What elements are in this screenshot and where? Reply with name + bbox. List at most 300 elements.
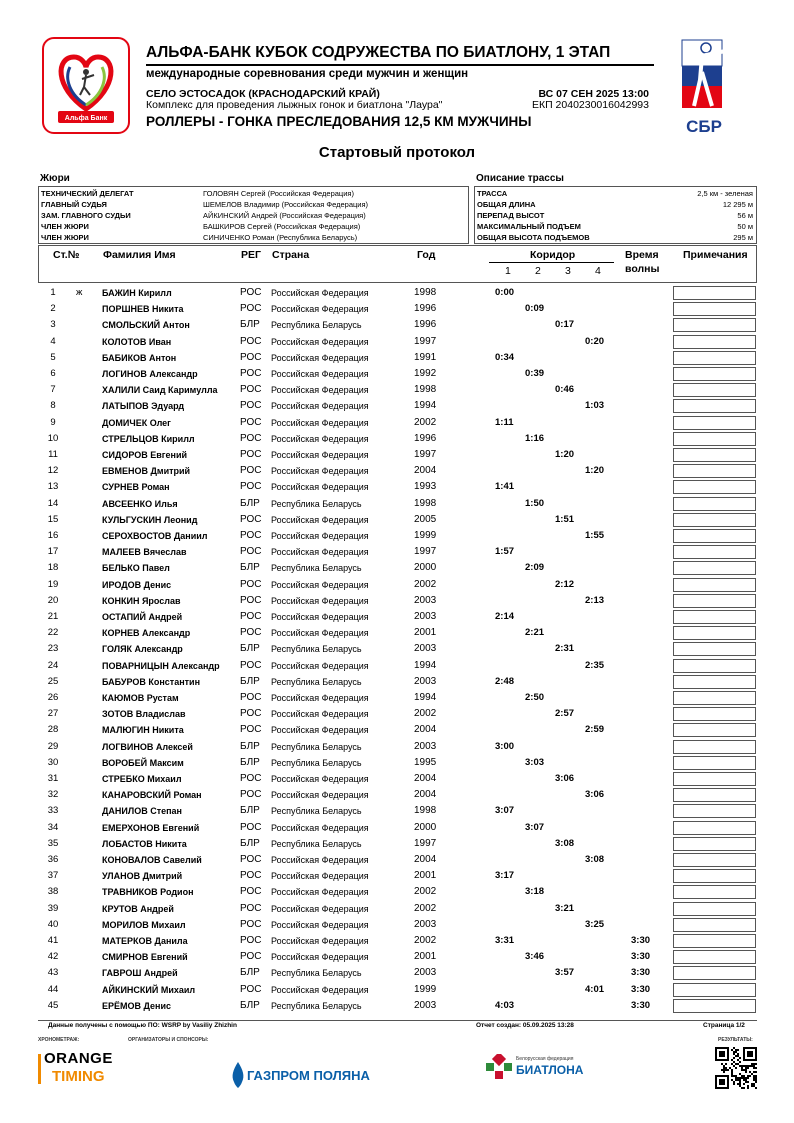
start-time: 0:20 — [585, 335, 605, 347]
start-time: 1:57 — [495, 546, 515, 558]
start-number: 38 — [47, 886, 59, 898]
table-row — [38, 739, 757, 755]
table-row — [38, 820, 757, 836]
country: Российская Федерация — [271, 612, 369, 622]
birth-year: 1994 — [414, 659, 437, 671]
notes-cell — [673, 480, 756, 494]
region-code: РОС — [240, 627, 262, 639]
country: Российская Федерация — [271, 595, 369, 606]
notes-cell — [673, 464, 756, 478]
jury-role: ЧЛЕН ЖЮРИ — [41, 233, 89, 242]
gazprom-text: ГАЗПРОМ ПОЛЯНА — [247, 1068, 370, 1083]
footer-page: Страница 1/2 — [703, 1022, 745, 1029]
country: Российская Федерация — [271, 385, 369, 396]
country: Республика Беларусь — [271, 563, 362, 574]
table-row — [38, 641, 757, 657]
start-number: 27 — [47, 708, 59, 720]
athlete-name: БАБИКОВ Антон — [102, 352, 177, 363]
start-number: 34 — [47, 821, 59, 833]
region-code: БЛР — [240, 643, 260, 655]
jury-value: СИНИЧЕНКО Роман (Республика Беларусь) — [203, 233, 358, 242]
jury-value: ГОЛОВЯН Сергей (Российская Федерация) — [203, 189, 354, 198]
start-number: 11 — [48, 449, 58, 460]
col-wave-time-2: волны — [625, 263, 660, 275]
notes-cell — [673, 626, 756, 640]
region-code: РОС — [240, 400, 262, 412]
event-date: ВС 07 СЕН 2025 13:00 — [538, 88, 649, 100]
birth-year: 1995 — [414, 756, 437, 768]
athlete-name: СУРНЕВ Роман — [102, 482, 170, 493]
country: Российская Федерация — [271, 919, 369, 930]
notes-cell — [673, 740, 756, 754]
country: Республика Беларусь — [271, 498, 362, 509]
start-number: 36 — [47, 854, 59, 865]
start-number: 1 — [50, 287, 56, 298]
table-row — [38, 949, 757, 965]
table-row — [38, 301, 757, 317]
orange-logo-line1: ORANGE — [44, 1050, 113, 1067]
country: Российская Федерация — [271, 790, 369, 801]
start-number: 12 — [47, 465, 59, 477]
table-row — [38, 965, 757, 981]
jury-role: ЗАМ. ГЛАВНОГО СУДЬИ — [41, 211, 131, 220]
start-number: 15 — [47, 513, 59, 525]
table-row — [38, 755, 757, 771]
start-time: 3:06 — [585, 789, 605, 801]
start-number: 22 — [47, 627, 59, 639]
country: Республика Беларусь — [271, 968, 362, 979]
jury-value: ШЕМЕЛОВ Владимир (Российская Федерация) — [203, 200, 369, 209]
venue: СЕЛО ЭСТОСАДОК (КРАСНОДАРСКИЙ КРАЙ) — [146, 88, 380, 100]
country: Российская Федерация — [271, 709, 369, 720]
notes-cell — [673, 902, 756, 916]
region-code: РОС — [240, 708, 262, 720]
start-number: 17 — [47, 546, 59, 558]
region-code: РОС — [240, 384, 262, 396]
table-row — [38, 577, 757, 593]
table-row — [38, 884, 757, 900]
table-row — [38, 285, 757, 301]
region-code: БЛР — [240, 319, 260, 331]
sbr-logo-text: СБР — [686, 117, 722, 136]
country: Российская Федерация — [271, 952, 369, 963]
athlete-name: КАЮМОВ Рустам — [102, 693, 179, 703]
country: Российская Федерация — [271, 466, 369, 477]
table-row — [38, 998, 757, 1014]
start-number: 23 — [47, 643, 59, 655]
notes-cell — [673, 497, 756, 511]
start-time: 3:57 — [555, 967, 575, 979]
start-time: 2:35 — [585, 659, 605, 671]
table-row — [38, 382, 757, 398]
col-notes: Примечания — [683, 249, 748, 261]
sbr-logo — [672, 36, 740, 140]
start-time: 2:12 — [555, 578, 575, 590]
country: Российская Федерация — [271, 903, 369, 914]
start-number: 43 — [47, 967, 59, 979]
start-time: 3:21 — [555, 902, 575, 914]
country: Российская Федерация — [271, 579, 369, 590]
athlete-name: ЛОГИНОВ Александр — [102, 369, 198, 379]
country: Российская Федерация — [271, 984, 369, 995]
start-time: 2:59 — [585, 724, 605, 736]
notes-cell — [673, 335, 756, 349]
country: Республика Беларусь — [271, 320, 362, 331]
birth-year: 1997 — [414, 837, 437, 849]
start-time: 0:46 — [555, 384, 575, 396]
course-row — [475, 210, 756, 221]
start-number: 42 — [47, 951, 59, 963]
athlete-name: АВСЕЕНКО Илья — [102, 498, 178, 509]
notes-cell — [673, 707, 756, 721]
start-number: 19 — [47, 578, 59, 590]
start-number: 32 — [47, 789, 59, 801]
start-time: 2:09 — [525, 562, 545, 574]
athlete-name: ЛОБАСТОВ Никита — [102, 838, 187, 849]
notes-cell — [673, 561, 756, 575]
country: Российская Федерация — [271, 660, 369, 671]
notes-cell — [673, 367, 756, 381]
start-time: 2:48 — [495, 675, 515, 687]
region-code: РОС — [240, 611, 262, 622]
table-row — [38, 463, 757, 479]
col-region: РЕГ — [241, 249, 261, 261]
start-time: 3:07 — [525, 821, 545, 833]
col-corridor: Коридор — [530, 249, 576, 261]
course-role: ОБЩАЯ ДЛИНА — [477, 200, 536, 209]
region-code: РОС — [240, 546, 262, 558]
table-row — [38, 512, 757, 528]
course-value: 50 м — [737, 222, 753, 231]
region-code: РОС — [240, 902, 262, 914]
region-code: БЛР — [240, 756, 260, 768]
birth-year: 1992 — [414, 368, 437, 379]
country: Российская Федерация — [271, 531, 369, 541]
region-code: РОС — [240, 821, 262, 833]
start-number: 44 — [47, 983, 59, 995]
region-code: РОС — [240, 578, 262, 590]
athlete-name: ДОМИЧЕК Олег — [102, 417, 171, 428]
course-row — [475, 199, 756, 210]
notes-cell — [673, 416, 756, 430]
col-wave-time-1: Время — [625, 249, 659, 261]
table-row — [38, 334, 757, 350]
region-code: РОС — [240, 935, 262, 946]
country: Российская Федерация — [271, 725, 369, 736]
birth-year: 1998 — [414, 384, 437, 396]
table-row — [38, 690, 757, 706]
start-number: 9 — [50, 416, 56, 428]
table-row — [38, 479, 757, 495]
table-row — [38, 706, 757, 722]
birth-year: 1999 — [414, 530, 437, 541]
wave-time: 3:30 — [631, 999, 651, 1011]
start-time: 3:06 — [555, 773, 575, 784]
table-row — [38, 917, 757, 933]
birth-year: 2004 — [414, 724, 437, 736]
table-row — [38, 366, 757, 382]
region-code: БЛР — [240, 740, 260, 752]
country: Российская Федерация — [271, 514, 369, 525]
notes-cell — [673, 691, 756, 705]
region-code: РОС — [240, 886, 262, 898]
table-row — [38, 544, 757, 560]
athlete-name: КОЛОТОВ Иван — [102, 336, 172, 347]
notes-cell — [673, 950, 756, 964]
table-row — [38, 431, 757, 447]
athlete-name: ХАЛИЛИ Саид Каримулла — [102, 385, 218, 396]
notes-cell — [673, 966, 756, 980]
table-row — [38, 593, 757, 609]
start-time: 4:01 — [585, 983, 605, 995]
start-time: 3:00 — [495, 740, 515, 752]
start-number: 18 — [47, 562, 59, 574]
footer-created: Отчет создан: 05.09.2025 13:28 — [476, 1022, 574, 1029]
orange-timing-logo — [38, 1050, 113, 1090]
start-number: 35 — [47, 837, 59, 849]
results-label: РЕЗУЛЬТАТЫ: — [718, 1037, 753, 1043]
table-row — [38, 625, 757, 641]
region-code: РОС — [240, 368, 262, 379]
region-code: РОС — [240, 789, 262, 801]
region-code: РОС — [240, 449, 262, 460]
course-value: 12 295 м — [722, 200, 753, 209]
notes-cell — [673, 999, 756, 1013]
course-value: 56 м — [737, 211, 753, 220]
start-time: 3:17 — [495, 870, 515, 882]
start-time: 1:16 — [525, 432, 545, 444]
jury-row — [39, 199, 468, 210]
country: Российская Федерация — [271, 401, 369, 412]
course-row — [475, 232, 756, 243]
region-code: РОС — [240, 351, 262, 363]
country: Российская Федерация — [271, 855, 369, 865]
table-row — [38, 609, 757, 625]
birth-year: 2001 — [414, 627, 437, 639]
col-start-no: Ст.№ — [53, 249, 80, 261]
notes-cell — [673, 399, 756, 413]
table-row — [38, 852, 757, 868]
results-qr-code[interactable] — [715, 1047, 757, 1089]
birth-year: 1996 — [414, 319, 437, 331]
athlete-name: АЙКИНСКИЙ Михаил — [102, 984, 196, 995]
birth-year: 2002 — [414, 416, 437, 428]
jury-value: БАШКИРОВ Сергей (Российская Федерация) — [203, 222, 361, 231]
country: Российская Федерация — [271, 887, 369, 898]
birth-year: 2003 — [414, 594, 437, 606]
start-number: 25 — [47, 675, 59, 687]
birth-year: 2003 — [414, 675, 437, 687]
start-number: 5 — [50, 351, 56, 363]
athlete-name: СМОЛЬСКИЙ Антон — [102, 320, 190, 331]
birth-year: 2003 — [414, 740, 437, 752]
notes-cell — [673, 383, 756, 397]
birth-year: 2003 — [414, 643, 437, 655]
notes-cell — [673, 885, 756, 899]
start-time: 3:46 — [525, 951, 545, 963]
start-number: 37 — [47, 870, 59, 882]
jury-value: АЙКИНСКИЙ Андрей (Российская Федерация) — [203, 211, 366, 220]
athlete-name: БЕЛЬКО Павел — [102, 563, 170, 574]
region-code: БЛР — [240, 675, 260, 687]
region-code: РОС — [240, 983, 262, 995]
birth-year: 1993 — [414, 481, 437, 493]
region-code: РОС — [240, 773, 262, 784]
federation-text: БИАТЛОНА — [516, 1063, 584, 1077]
country: Российская Федерация — [271, 628, 369, 639]
table-row — [38, 722, 757, 738]
start-time: 1:51 — [555, 513, 575, 525]
birth-year: 1997 — [414, 449, 437, 460]
birth-year: 2000 — [414, 562, 437, 574]
start-number: 31 — [47, 773, 59, 784]
birth-year: 2004 — [414, 465, 437, 477]
table-row — [38, 415, 757, 431]
country: Российская Федерация — [271, 288, 369, 298]
notes-cell — [673, 286, 756, 300]
start-number: 2 — [50, 303, 56, 315]
birth-year: 2001 — [414, 870, 437, 882]
table-row — [38, 528, 757, 544]
biathlon-federation-logo — [486, 1050, 606, 1086]
course-value: 2,5 км - зеленая — [697, 189, 753, 198]
birth-year: 2002 — [414, 902, 437, 914]
notes-cell — [673, 983, 756, 997]
col-corridor-1: 1 — [505, 265, 511, 277]
col-corridor-3: 3 — [565, 265, 571, 277]
athlete-name: ДАНИЛОВ Степан — [102, 806, 182, 817]
start-time: 2:14 — [495, 611, 515, 622]
athlete-name: КОНКИН Ярослав — [102, 595, 181, 606]
alfa-bank-logo — [42, 37, 130, 134]
athlete-name: ВОРОБЕЙ Максим — [102, 757, 184, 768]
region-code: РОС — [240, 432, 262, 444]
birth-year: 2003 — [414, 918, 437, 930]
start-number: 28 — [47, 724, 59, 736]
table-row — [38, 350, 757, 366]
corridor-rule — [489, 262, 614, 263]
start-time: 1:50 — [525, 497, 545, 509]
notes-cell — [673, 934, 756, 948]
birth-year: 1998 — [414, 805, 437, 817]
country: Российская Федерация — [271, 482, 369, 493]
notes-cell — [673, 529, 756, 543]
country: Российская Федерация — [271, 936, 369, 946]
region-code: РОС — [240, 854, 262, 865]
country: Республика Беларусь — [271, 1000, 362, 1011]
athlete-name: КОНОВАЛОВ Савелий — [102, 855, 202, 865]
region-code: РОС — [240, 870, 262, 882]
notes-cell — [673, 659, 756, 673]
start-time: 0:00 — [495, 287, 515, 298]
col-year: Год — [417, 249, 436, 261]
start-number: 33 — [47, 805, 59, 817]
birth-year: 1996 — [414, 432, 437, 444]
notes-cell — [673, 804, 756, 818]
table-row — [38, 496, 757, 512]
wave-time: 3:30 — [631, 983, 651, 995]
start-number: 8 — [50, 400, 56, 412]
start-time: 2:57 — [555, 708, 575, 720]
start-time: 3:03 — [525, 756, 545, 768]
jury-role: ТЕХНИЧЕСКИЙ ДЕЛЕГАТ — [41, 189, 134, 198]
athlete-name: ЕМЕРХОНОВ Евгений — [102, 822, 200, 833]
athlete-name: МОРИЛОВ Михаил — [102, 919, 186, 930]
birth-year: 2000 — [414, 821, 437, 833]
birth-year: 1998 — [414, 287, 437, 298]
table-row — [38, 398, 757, 414]
start-number: 41 — [47, 935, 59, 946]
table-row — [38, 933, 757, 949]
jury-title: Жюри — [40, 173, 70, 184]
start-time: 2:13 — [585, 594, 605, 606]
table-row — [38, 771, 757, 787]
timing-label: ХРОНОМЕТРАЖ: — [38, 1037, 80, 1043]
athlete-name: СИДОРОВ Евгений — [102, 450, 188, 460]
jury-box — [38, 186, 469, 244]
athlete-name: КРУТОВ Андрей — [102, 903, 174, 914]
birth-year: 2004 — [414, 773, 437, 784]
athlete-name: ТРАВНИКОВ Родион — [102, 887, 194, 898]
notes-cell — [673, 642, 756, 656]
birth-year: 2003 — [414, 999, 437, 1011]
notes-cell — [673, 302, 756, 316]
birth-year: 1994 — [414, 400, 437, 412]
start-number: 24 — [47, 659, 59, 671]
course-row — [475, 188, 756, 199]
course-box — [474, 186, 757, 244]
notes-cell — [673, 351, 756, 365]
birth-year: 2002 — [414, 708, 437, 720]
venue-complex: Комплекс для проведения лыжных гонок и биатлона "Лаура" — [146, 99, 443, 111]
region-code: РОС — [240, 594, 262, 606]
start-time: 4:03 — [495, 999, 515, 1011]
start-number: 4 — [50, 335, 56, 347]
table-row — [38, 868, 757, 884]
gazprom-logo — [231, 1060, 370, 1090]
notes-cell — [673, 772, 756, 786]
start-time: 2:21 — [525, 627, 545, 639]
athlete-name: МАЛЕЕВ Вячеслав — [102, 547, 187, 558]
start-number: 3 — [50, 319, 56, 331]
athlete-name: ПОВАРНИЦЫН Александр — [102, 660, 220, 671]
country: Российская Федерация — [271, 693, 369, 703]
region-code: РОС — [240, 416, 262, 428]
notes-cell — [673, 869, 756, 883]
course-row — [475, 221, 756, 232]
athlete-name: СМИРНОВ Евгений — [102, 952, 188, 963]
jury-row — [39, 232, 468, 243]
birth-year: 2004 — [414, 854, 437, 865]
athlete-name: ЕРЁМОВ Денис — [102, 1000, 172, 1011]
start-time: 3:31 — [495, 935, 515, 946]
notes-cell — [673, 837, 756, 851]
start-time: 0:09 — [525, 303, 545, 315]
country: Российская Федерация — [271, 822, 369, 833]
athlete-name: СТРЕБКО Михаил — [102, 774, 182, 784]
notes-cell — [673, 448, 756, 462]
country: Республика Беларусь — [271, 676, 362, 687]
country: Российская Федерация — [271, 369, 369, 379]
start-number: 39 — [47, 902, 59, 914]
country: Российская Федерация — [271, 433, 369, 444]
region-code: РОС — [240, 287, 262, 298]
course-role: ПЕРЕПАД ВЫСОТ — [477, 211, 545, 220]
table-header — [38, 245, 757, 283]
start-number: 10 — [47, 432, 59, 444]
region-code: РОС — [240, 724, 262, 736]
jury-row — [39, 221, 468, 232]
